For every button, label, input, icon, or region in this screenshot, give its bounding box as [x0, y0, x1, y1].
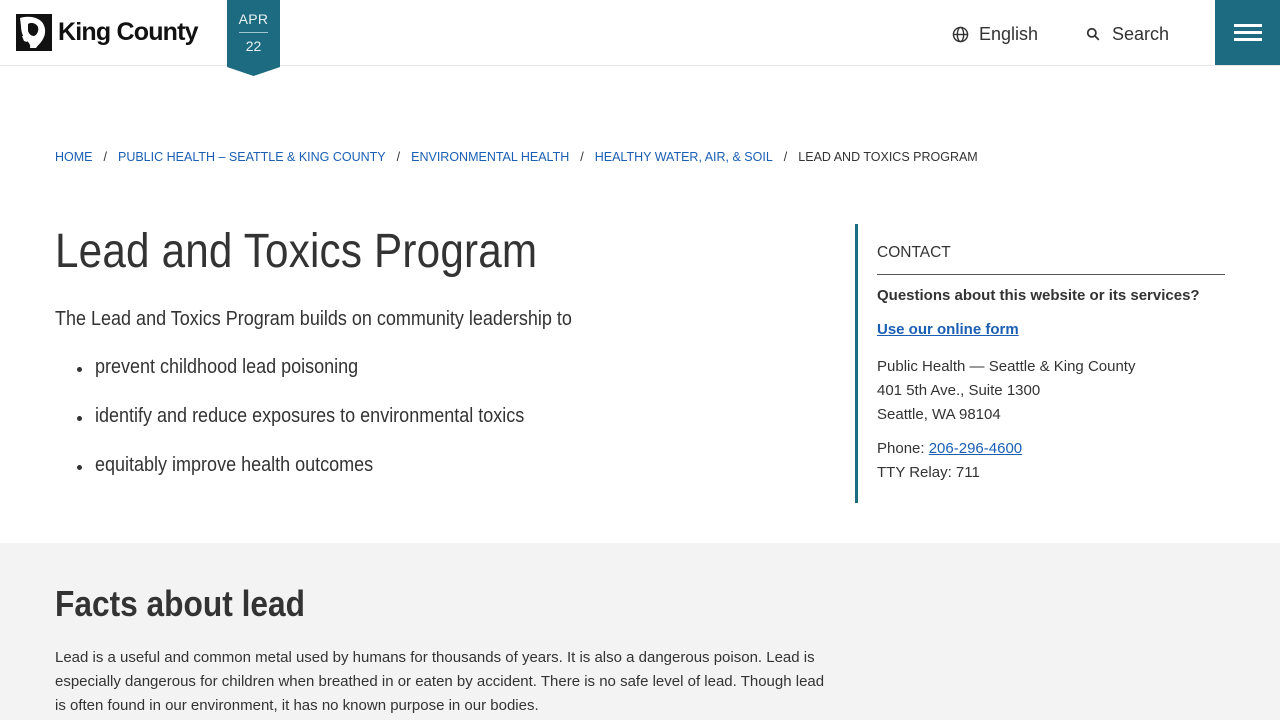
breadcrumb-separator: /: [580, 150, 584, 164]
phone-label: Phone:: [877, 440, 925, 457]
language-label: English: [979, 23, 1039, 44]
contact-panel: [855, 224, 1225, 503]
search-button[interactable]: [1086, 22, 1169, 46]
goals-list: [55, 356, 572, 503]
address-line: Seattle, WA 98104: [877, 406, 1001, 423]
online-form-link[interactable]: Use our online form: [877, 321, 1019, 338]
list-item: [55, 405, 572, 454]
breadcrumb-current: LEAD AND TOXICS PROGRAM: [798, 150, 978, 164]
contact-question: Questions about this website or its services?: [877, 287, 1200, 304]
tty-relay: TTY Relay: 711: [877, 464, 980, 481]
globe-icon: [952, 26, 969, 43]
king-county-logo[interactable]: [16, 13, 198, 51]
facts-section: [0, 543, 1280, 720]
breadcrumb-healthy-water[interactable]: HEALTHY WATER, AIR, & SOIL: [594, 150, 773, 164]
search-label: Search: [1112, 23, 1170, 44]
menu-button[interactable]: [1215, 0, 1280, 65]
contact-address: [877, 355, 1135, 427]
contact-heading: CONTACT: [877, 244, 951, 261]
date-day: 22: [245, 38, 262, 54]
page-title: Lead and Toxics Program: [55, 225, 538, 278]
breadcrumb-environmental-health[interactable]: ENVIRONMENTAL HEALTH: [411, 150, 570, 164]
intro-text: The Lead and Toxics Program builds on community leadership to: [55, 308, 572, 330]
list-item-text: identify and reduce exposures to environmental toxics: [95, 405, 525, 427]
hamburger-icon: [1234, 31, 1262, 34]
contact-divider: [877, 274, 1225, 275]
breadcrumb-separator: /: [103, 150, 107, 164]
address-line: Public Health — Seattle & King County: [877, 358, 1136, 375]
phone-link[interactable]: 206-296-4600: [928, 440, 1023, 457]
hamburger-icon: [1234, 24, 1262, 27]
mlk-logo-icon: [16, 14, 52, 51]
facts-title: Facts about lead: [55, 583, 305, 624]
language-selector[interactable]: [952, 22, 1038, 46]
breadcrumb: [55, 150, 978, 164]
contact-phone: [877, 437, 1022, 485]
list-item: [55, 454, 572, 503]
breadcrumb-separator: /: [396, 150, 401, 164]
site-header: [0, 0, 1280, 66]
breadcrumb-public-health[interactable]: PUBLIC HEALTH – SEATTLE & KING COUNTY: [117, 150, 386, 164]
search-icon: [1086, 27, 1100, 41]
hamburger-icon: [1234, 38, 1262, 41]
date-month: APR: [238, 11, 269, 27]
list-item: [55, 356, 572, 405]
facts-body: Lead is a useful and common metal used by humans for thousands of years. It is also a dangerous poison. Lead is especially dangerous for children when breathed in or eaten by accident. There is no safe level of lead. Though lead is often found in our environment, it has no known purpose in our bodies.: [55, 649, 825, 714]
breadcrumb-separator: /: [783, 150, 788, 164]
logo-text: King County: [58, 17, 198, 46]
address-line: 401 5th Ave., Suite 1300: [877, 382, 1041, 399]
date-divider: [239, 32, 268, 33]
list-item-text: prevent childhood lead poisoning: [95, 356, 359, 378]
list-item-text: equitably improve health outcomes: [95, 454, 374, 476]
date-badge: [227, 0, 280, 76]
breadcrumb-home[interactable]: HOME: [55, 150, 93, 164]
